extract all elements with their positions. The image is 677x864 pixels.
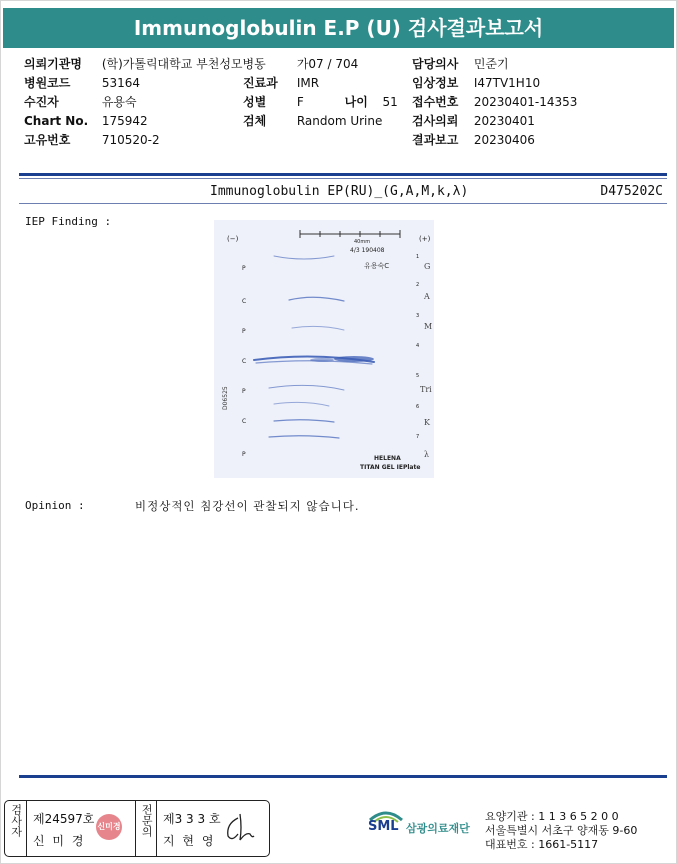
- info-label: 병원코드: [24, 76, 71, 90]
- info-label: 수진자: [24, 95, 59, 109]
- logo-text: SML: [368, 819, 399, 834]
- scale-label: 40mm: [354, 239, 371, 245]
- plus-label: (+): [419, 235, 431, 243]
- divider-test: [19, 203, 667, 204]
- info-row-doctor: [412, 55, 577, 74]
- sex-value: F: [296, 95, 304, 109]
- info-label: 진료과: [243, 76, 278, 90]
- specialist-reg: 제3 3 3 호: [163, 812, 221, 826]
- info-value: (학)가톨릭대학교 부천성모병동: [101, 57, 266, 71]
- gel-svg: [214, 220, 434, 478]
- inspector-column-label: [5, 801, 27, 856]
- antiserum-label: G: [424, 262, 431, 271]
- info-label: 접수번호: [412, 95, 459, 109]
- lane-number: 6: [416, 404, 420, 410]
- info-row-receipt: [412, 93, 577, 112]
- lane-label: P: [242, 451, 246, 458]
- antiserum-label: λ: [424, 450, 430, 459]
- lane-number: 5: [416, 373, 420, 379]
- info-row-department: [243, 74, 398, 93]
- info-value: 53164: [101, 76, 141, 90]
- info-row-ward: [243, 55, 398, 74]
- inspector-reg: 제24597호: [33, 812, 95, 826]
- inspector-col-text: 검사자: [9, 804, 23, 837]
- gel-brand: HELENA: [374, 455, 401, 462]
- info-value: IMR: [296, 76, 320, 90]
- opinion-text: 비정상적인 침강선이 관찰되지 않습니다.: [135, 499, 360, 513]
- info-label: 성별: [243, 95, 267, 109]
- institution-name: 삼광의료재단: [406, 822, 470, 835]
- institution-phone: 대표번호 : 1661-5117: [485, 838, 599, 851]
- institution-address: 서울특별시 서초구 양재동 9-60: [485, 824, 638, 837]
- info-value: 20230406: [473, 133, 535, 147]
- lane-label: P: [242, 328, 246, 335]
- antiserum-label: K: [424, 418, 430, 427]
- info-label: 나이: [344, 95, 368, 109]
- specialist-column-label: [135, 801, 157, 856]
- lane-label: P: [242, 265, 246, 272]
- patient-info-left: [24, 55, 266, 150]
- gel-image: [214, 220, 434, 478]
- info-label: 임상정보: [412, 76, 459, 90]
- info-label: 고유번호: [24, 133, 71, 147]
- gel-date: 4/3 190408: [350, 247, 385, 254]
- dense-band: [310, 358, 334, 362]
- test-name: Immunoglobulin EP(RU)_(G,A,M,k,λ): [210, 184, 469, 199]
- divider-top: [19, 173, 667, 176]
- lane-number: 4: [416, 343, 420, 349]
- report-title: Immunoglobulin E.P (U) 검사결과보고서: [3, 8, 674, 48]
- lane-label: C: [242, 298, 247, 305]
- lane-label: C: [242, 418, 247, 425]
- info-row-chart-no: [24, 112, 266, 131]
- info-label: 담당의사: [412, 57, 459, 71]
- gel-brand-sub: TITAN GEL IEPlate: [360, 464, 421, 471]
- minus-label: (−): [227, 235, 239, 243]
- specialist-signature: [220, 810, 260, 846]
- lane-number: 7: [416, 434, 420, 440]
- patient-info-right: [412, 55, 577, 150]
- opinion-label: Opinion :: [25, 499, 85, 512]
- info-value: 20230401: [473, 114, 535, 128]
- info-value: 유용숙: [101, 95, 137, 109]
- care-code: 요양기관 : 1 1 3 6 5 2 0 0: [485, 810, 619, 823]
- lane-number: 3: [416, 313, 420, 319]
- info-row-sex-age: [243, 93, 398, 112]
- info-label: Chart No.: [24, 114, 89, 128]
- info-row-specimen: [243, 112, 398, 131]
- lane-number: 2: [416, 282, 420, 288]
- info-label: 검사의뢰: [412, 114, 459, 128]
- info-value: 20230401-14353: [473, 95, 578, 109]
- info-row-unique-no: [24, 131, 266, 150]
- info-value: I47TV1H10: [473, 76, 541, 90]
- info-row-report-date: [412, 131, 577, 150]
- inspector-seal: 신미경: [96, 814, 122, 840]
- info-label: 결과보고: [412, 133, 459, 147]
- info-row-hospital-code: [24, 74, 266, 93]
- sample-id: D06525: [222, 386, 229, 410]
- info-value: 175942: [101, 114, 148, 128]
- antiserum-label: M: [424, 322, 433, 331]
- info-label: 검체: [243, 114, 267, 128]
- info-row-request-date: [412, 112, 577, 131]
- antiserum-label: Tri: [420, 385, 432, 394]
- info-value: 710520-2: [101, 133, 160, 147]
- lane-number: 1: [416, 254, 420, 260]
- ward-value: 가07 / 704: [296, 57, 359, 71]
- test-code: D475202C: [600, 184, 663, 199]
- divider-bottom: [19, 775, 667, 778]
- antiserum-label: A: [424, 292, 430, 301]
- gel-handwritten-name: 유용숙C: [364, 262, 390, 270]
- divider-top-thin: [19, 178, 667, 179]
- info-row-institution: [24, 55, 266, 74]
- info-label: 의뢰기관명: [24, 57, 82, 71]
- info-row-clinical: [412, 74, 577, 93]
- iep-finding-label: IEP Finding :: [25, 215, 112, 228]
- lane-label: P: [242, 388, 246, 395]
- specialist-name: 지 현 영: [163, 834, 216, 848]
- specimen-value: Random Urine: [296, 114, 383, 128]
- patient-info-middle: [243, 55, 398, 131]
- lane-label: C: [242, 358, 247, 365]
- info-row-patient: [24, 93, 266, 112]
- dense-band: [334, 356, 374, 362]
- info-value: 민준기: [473, 57, 509, 71]
- inspector-name: 신 미 경: [33, 834, 86, 848]
- specialist-col-text: 전문의: [140, 804, 154, 837]
- age-value: 51: [382, 95, 398, 109]
